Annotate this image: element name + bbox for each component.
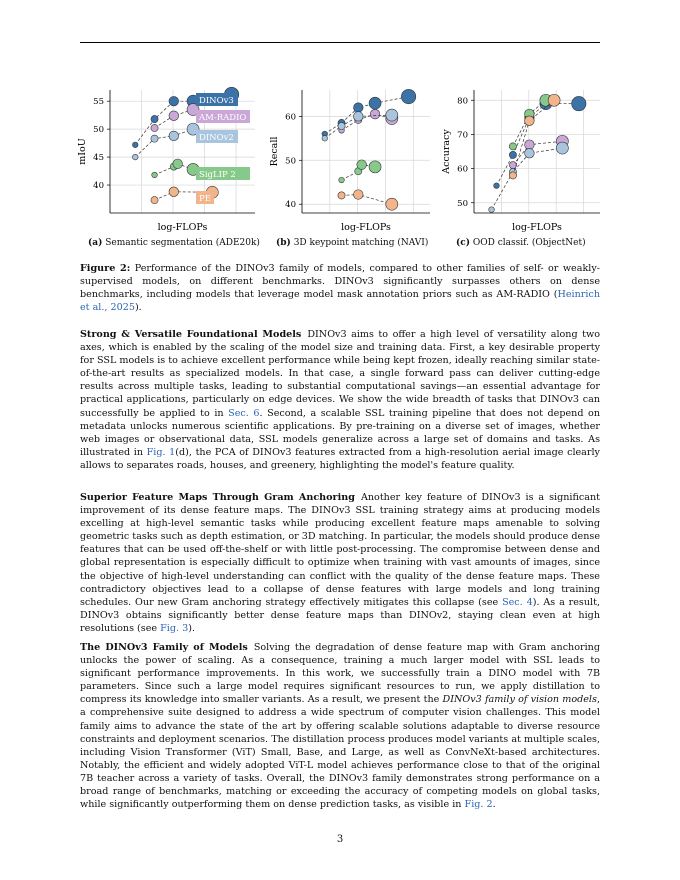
data-point: [169, 111, 179, 121]
legend-label: DINOv3: [199, 96, 234, 106]
y-tick-label: 60: [457, 164, 468, 175]
paragraph-family: The DINOv3 Family of Models Solving the degradation of dense feature map with Gram anchoring unlocks the power of scaling. As a consequence, training a much larger model with SSL leads to significant performance improvements. In this work, we successfully train a DINO model with 7B parameters. Since such a large model requires significant resources to run, we apply distillation to compress its knowledge into smaller variants. As a result, we present the DINOv3 family of vision models, a comprehensive suite designed to address a wide spectrum of computer vision challenges. This model family aims to advance the state of the art by offering scalable solutions adaptable to diverse resource constraints and deployment scenarios. The distillation process produces model variants at multiple scales, including Vision Transformer (ViT) Small, Base, and Large, as well as ConvNeXt-based architectures. Notably, the efficient and widely adopted ViT-L model achieves performance close to that of the original 7B teacher across a variety of tasks. Overall, the DINOv3 family demonstrates strong performance on a broad range of benchmarks, matching or exceeding the accuracy of competing models on global tasks, while significantly outperforming them on dense prediction tasks, as visible in Fig. 2.: [80, 642, 600, 811]
y-axis-label: Recall: [269, 136, 280, 167]
y-tick-label: 60: [285, 112, 296, 123]
data-point: [525, 148, 535, 158]
y-tick-label: 40: [285, 200, 296, 211]
ref-fig-2[interactable]: Fig. 2: [464, 799, 493, 811]
data-point: [572, 96, 586, 110]
data-point: [169, 187, 179, 197]
caption-a: (a) Semantic segmentation (ADE20k): [88, 238, 260, 248]
data-point: [169, 96, 179, 106]
data-point: [151, 124, 158, 131]
y-axis-label: mIoU: [77, 138, 88, 165]
data-point: [494, 183, 500, 189]
legend-label: DINOv2: [199, 133, 234, 143]
data-point: [509, 172, 516, 179]
data-point: [152, 172, 158, 178]
data-point: [509, 143, 516, 150]
paragraph-gram-anchoring: Superior Feature Maps Through Gram Anchoring Another key feature of DINOv3 is a significant improvement of its dense feature maps. The DINOv3 SSL training strategy aims at producing models excelling at high-level semantic tasks while producing excellent feature maps amenable to solving geometric tasks such as depth estimation, or 3D matching. In particular, the models should produce dense features that can be used off-the-shelf or with little post-processing. The compromise between dense and global representation is especially difficult to optimize when training with vast amounts of images, since the objective of high-level understanding can conflict with the quality of the dense feature maps. These contradictory objectives lead to a collapse of dense features with large models and long training schedules. Our new Gram anchoring strategy effectively mitigates this collapse (see Sec. 4). As a result, DINOv3 obtains significantly better dense feature maps than DINOv2, staying clean even at high resolutions (see Fig. 3).: [80, 492, 601, 634]
y-tick-label: 70: [457, 130, 468, 141]
data-point: [132, 142, 138, 148]
y-axis-label: Accuracy: [441, 129, 452, 174]
data-point: [369, 97, 381, 109]
citation-link[interactable]: Heinrich et al., 2025: [80, 289, 600, 313]
series-line-dinov2: [135, 129, 193, 157]
data-point: [151, 135, 158, 142]
x-axis-label: log-FLOPs: [512, 222, 562, 233]
data-point: [132, 154, 138, 160]
y-tick-label: 55: [93, 97, 104, 108]
series-line-am-radio: [513, 141, 562, 165]
data-point: [151, 115, 158, 122]
data-point: [525, 116, 535, 126]
data-point: [509, 151, 516, 158]
data-point: [353, 190, 363, 200]
paragraph-versatile: Strong & Versatile Foundational Models DINOv3 aims to offer a high level of versatility along two axes, which is enabled by the scaling of the model size and training data. First, a key desirable property for SSL models is to achieve excellent performance while being kept frozen, ideally reaching similar state-of-the-art results as specialized models. In that case, a single forward pass can deliver cutting-edge results across multiple tasks, leading to substantial computational savings—an essential advantage for practical applications, particularly on edge devices. We show the wide breadth of tasks that DINOv3 can successfully be applied to in Sec. 6. Second, a scalable SSL training pipeline that does not depend on metadata unlocks numerous scientific applications. By pre-training on a diverse set of images, whether web images or observational data, SSL models generalize across a large set of domains and tasks. As illustrated in Fig. 1(d), the PCA of DINOv3 features extracted from a high-resolution aerial image clearly allows to separates roads, houses, and greenery, highlighting the model's feature quality.: [80, 329, 601, 471]
legend-label: AM-RADIO: [199, 113, 247, 123]
data-point: [369, 161, 381, 173]
ref-sec-6[interactable]: Sec. 6: [228, 407, 260, 419]
paragraph-title: Strong & Versatile Foundational Models: [80, 329, 302, 340]
data-point: [556, 142, 568, 154]
paragraph-title: The DINOv3 Family of Models: [80, 642, 248, 653]
data-point: [338, 192, 345, 199]
data-point: [401, 89, 415, 103]
y-tick-label: 45: [93, 153, 104, 164]
data-point: [339, 177, 345, 183]
data-point: [386, 198, 398, 210]
legend-label: PE: [199, 194, 211, 204]
y-tick-label: 50: [285, 156, 296, 167]
paragraph-title: Superior Feature Maps Through Gram Anchoring: [80, 492, 355, 503]
y-tick-label: 50: [93, 125, 104, 136]
data-point: [357, 160, 367, 170]
data-point: [525, 140, 535, 150]
x-axis-label: log-FLOPs: [341, 222, 391, 233]
data-point: [548, 94, 560, 106]
data-point: [338, 122, 345, 129]
y-tick-label: 40: [93, 181, 104, 192]
caption-c: (c) OOD classif. (ObjectNet): [456, 238, 586, 248]
page-number: 3: [336, 834, 344, 845]
data-point: [169, 131, 179, 141]
data-point: [173, 159, 183, 169]
figure-caption: Figure 2: Performance of the DINOv3 family of models, compared to other families of self- or weakly-supervised models, on different benchmarks. DINOv3 significantly surpasses others on dense benchmarks, including models that leverage model mask annotation priors such as AM-RADIO (Heinrich et al., 2025).: [80, 263, 600, 313]
figure-2-charts: [0, 0, 680, 240]
ref-sec-4[interactable]: Sec. 4: [502, 596, 533, 608]
y-tick-label: 80: [457, 96, 468, 107]
data-point: [370, 109, 380, 119]
data-point: [151, 197, 158, 204]
data-point: [353, 112, 363, 122]
data-point: [509, 162, 516, 169]
x-axis-label: log-FLOPs: [157, 222, 208, 233]
y-tick-label: 50: [457, 198, 468, 209]
legend-label: SigLIP 2: [199, 170, 236, 180]
data-point: [489, 207, 495, 213]
ref-fig-3[interactable]: Fig. 3: [160, 622, 189, 634]
data-point: [322, 136, 328, 142]
data-point: [353, 103, 363, 113]
data-point: [386, 109, 398, 121]
series-line-pe: [342, 195, 392, 205]
ref-fig-1[interactable]: Fig. 1: [146, 446, 176, 458]
caption-b: (b) 3D keypoint matching (NAVI): [276, 238, 429, 248]
